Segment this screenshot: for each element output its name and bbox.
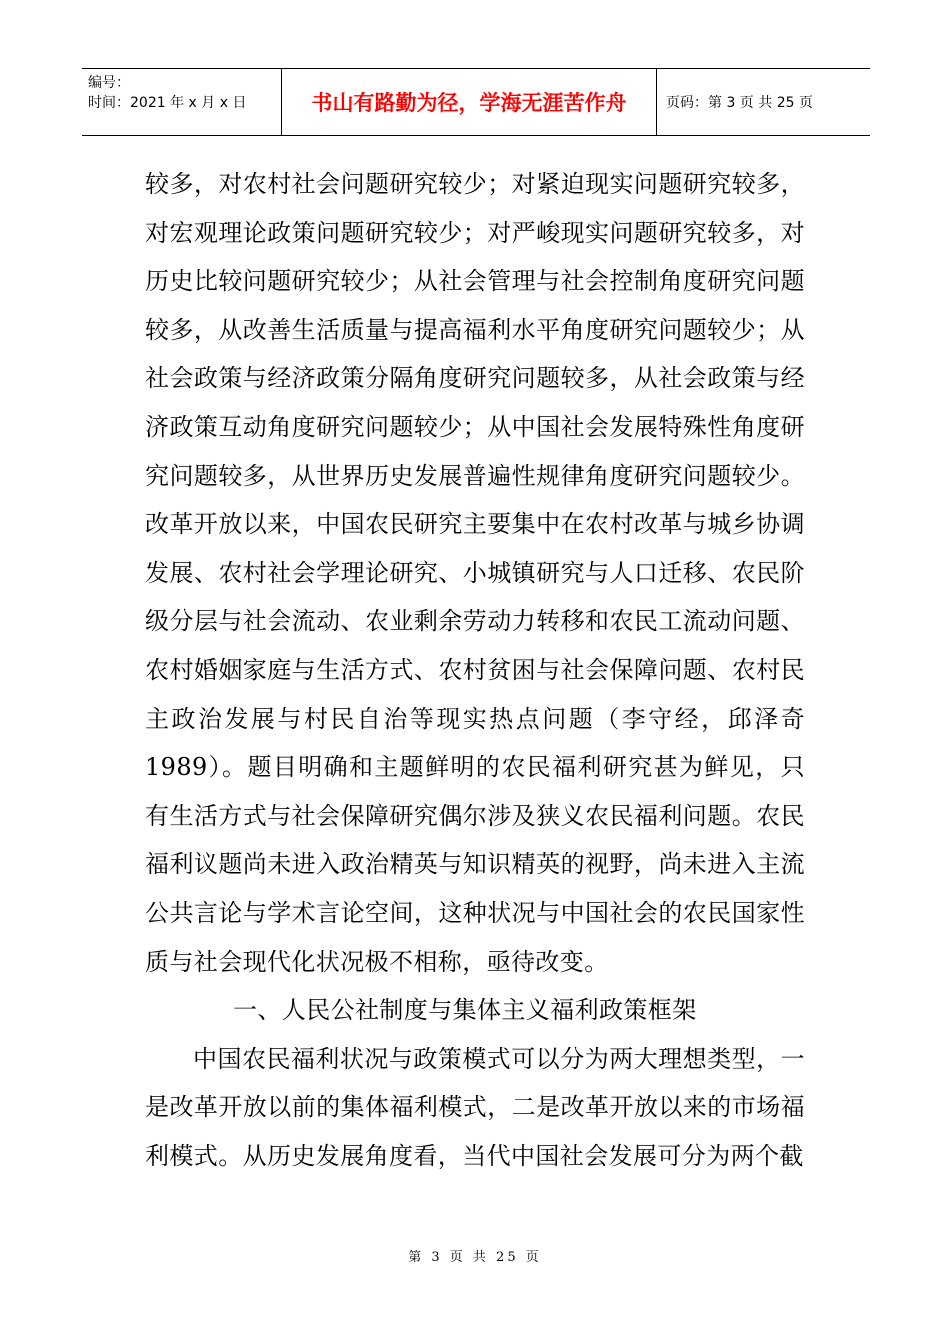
page-header — [82, 68, 870, 136]
document-body — [145, 160, 805, 1180]
document-number-label: 编号： — [88, 75, 130, 91]
header-page-number: 页码：第 3 页 共 25 页 — [666, 95, 813, 111]
page-footer: 第 3 页 共 25 页 — [408, 1250, 542, 1265]
header-divider — [656, 69, 657, 135]
document-time-label: 时间：2021 年 x 月 x 日 — [88, 95, 247, 111]
header-motto: 书山有路勤为径，学海无涯苦作舟 — [311, 91, 627, 115]
header-info — [88, 73, 246, 113]
body-paragraph: 中国农民福利状况与政策模式可以分为两大理想类型，一是改革开放以前的集体福利模式，二是改革开放以来的市场福利模式。从历史发展角度看，当代中国社会发展可分为两个截 — [145, 1044, 805, 1170]
section-heading: 一、人民公社制度与集体主义福利政策框架 — [233, 996, 697, 1025]
body-paragraph: 较多，对农村社会问题研究较少；对紧迫现实问题研究较多，对宏观理论政策问题研究较少；对严峻现实问题研究较多，对历史比较问题研究较少；从社会管理与社会控制角度研究问题较多，从改善生活质量与提高福利水平角度研究问题较少；从社会政策与经济政策分隔角度研究问题较多，从社会政策与经济政策互动角度研究问题较少；从中国社会发展特殊性角度研究问题较多，从世界历史发展普遍性规律角度研究问题较少。改革开放以来，中国农民研究主要集中在农村改革与城乡协调发展、农村社会学理论研究、小城镇研究与人口迁移、农民阶级分层与社会流动、农业剩余劳动力转移和农民工流动问题、农村婚姻家庭与生活方式、农村贫困与社会保障问题、农村民主政治发展与村民自治等现实热点问题（李守经，邱泽奇 1989）。题目明确和主题鲜明的农民福利研究甚为鲜见，只有生活方式与社会保障研究偶尔涉及狭义农民福利问题。农民福利议题尚未进入政治精英与知识精英的视野，尚未进入主流公共言论与学术言论空间，这种状况与中国社会的农民国家性质与社会现代化状况极不相称，亟待改变。 — [145, 170, 805, 976]
